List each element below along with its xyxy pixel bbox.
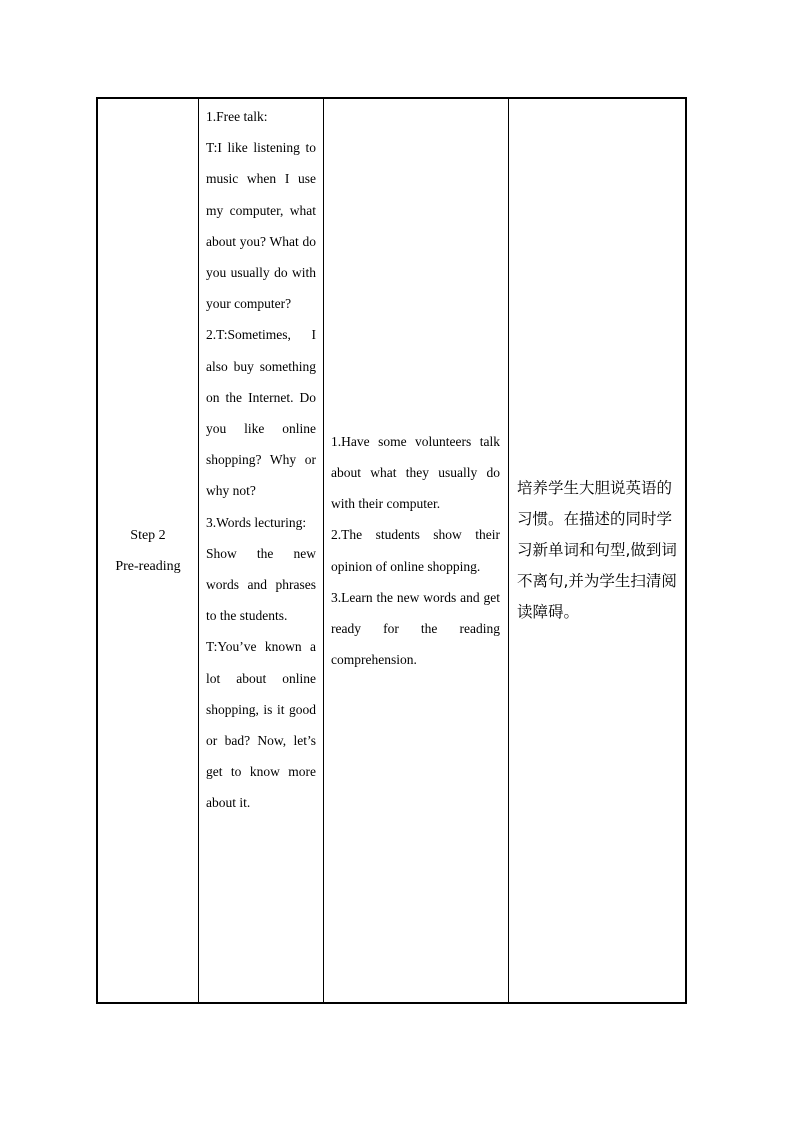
teacher-activity-line: Show the new words and phrases to the students.: [206, 545, 316, 624]
student-activity-line: 1.Have some volunteers talk about what they usually do with their computer.: [331, 433, 500, 512]
purpose-text: 培养学生大胆说英语的习惯。在描述的同时学习新单词和句型,做到词不离句,并为学生扫清阅读障碍。: [517, 479, 677, 621]
student-activity-line: 2.The students show their opinion of online shopping.: [331, 527, 500, 574]
teacher-activity-line: 1.Free talk:: [206, 109, 268, 124]
teacher-activity-line: 3.Words lecturing:: [206, 514, 307, 530]
purpose-cell: [509, 98, 687, 1003]
teacher-activity-line: T:You’ve known a lot about online shopping, is it good or bad? Now, let’s get to know more about it.: [206, 639, 316, 811]
step-label: Step 2: [130, 527, 166, 543]
student-activity-line: 3.Learn the new words and get ready for the reading comprehension.: [331, 589, 500, 668]
teacher-activity-line: T:I like listening to music when I use my computer, what about you? What do you usually do with your computer?: [206, 140, 316, 312]
student-activities-cell: [324, 98, 509, 1003]
step-name: Pre-reading: [115, 558, 181, 574]
lesson-plan-table: [96, 97, 687, 1004]
teacher-activities-cell: [199, 98, 324, 1003]
teacher-activity-line: 2.T:Sometimes, I also buy something on the Internet. Do you like online shopping? Why or why not?: [206, 327, 316, 499]
step-cell: [97, 98, 199, 1003]
table-row: [97, 98, 686, 1003]
